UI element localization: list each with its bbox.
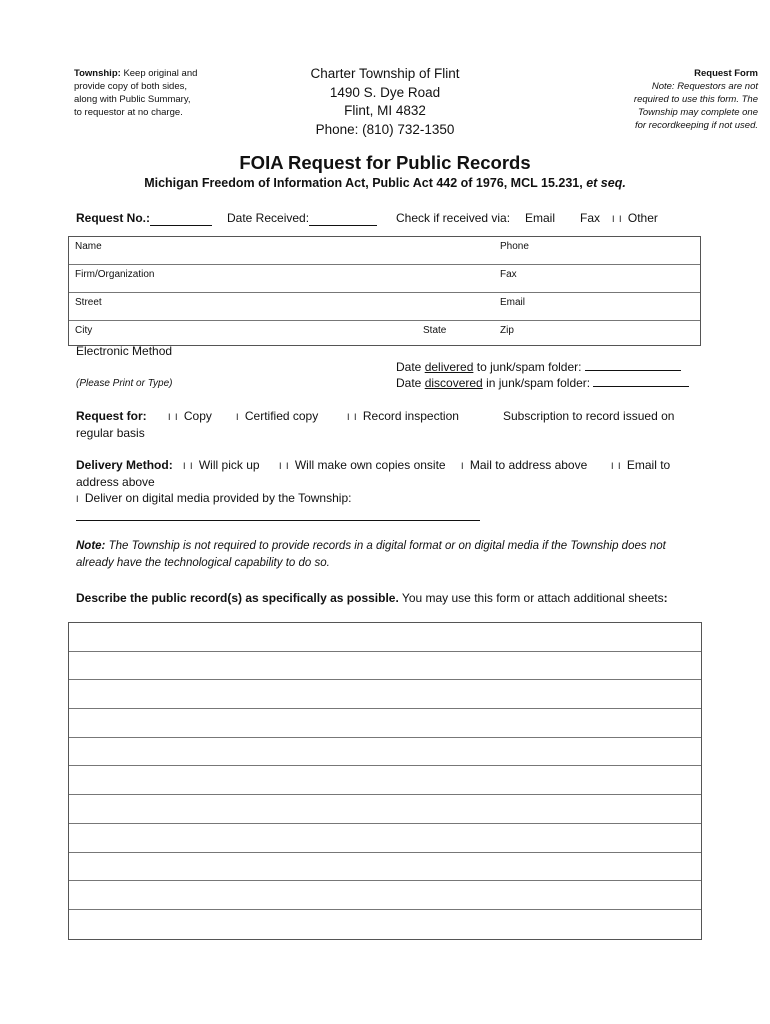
description-line[interactable]	[69, 795, 701, 824]
delivery-digital-option[interactable]	[76, 491, 351, 505]
township-note-line: to requestor at no charge.	[74, 107, 183, 118]
township-note-label: Township:	[74, 68, 121, 79]
date-delivered-suffix: to junk/spam folder:	[476, 360, 582, 374]
date-received-field[interactable]	[309, 225, 377, 226]
township-name: Charter Township of Flint	[310, 66, 460, 81]
delivery-pickup-label: Will pick up	[198, 458, 260, 472]
checkbox-icon: I I	[279, 461, 290, 471]
subtitle-italic: et seq.	[586, 176, 626, 190]
digital-note-line: The Township is not required to provide records in a digital format or on digital media if the Township does not	[108, 540, 666, 552]
checkbox-icon: I I	[612, 214, 623, 224]
township-note-line: Keep original and	[123, 68, 198, 79]
checkbox-icon: I	[76, 494, 80, 504]
description-line[interactable]	[69, 680, 701, 709]
description-line[interactable]	[69, 824, 701, 853]
checkbox-icon: I I	[183, 461, 194, 471]
date-delivered-prefix: Date	[396, 360, 422, 374]
township-city: Flint, MI 4832	[344, 103, 426, 118]
description-line[interactable]	[69, 881, 701, 910]
received-via-fax[interactable]: Fax	[580, 211, 601, 225]
township-note	[74, 67, 197, 119]
request-form-note-line: required to use this form. The	[633, 94, 758, 105]
description-line[interactable]	[69, 766, 701, 795]
delivery-pickup-option[interactable]	[183, 458, 260, 472]
contact-row	[69, 237, 700, 265]
delivery-mail-option[interactable]	[461, 458, 587, 472]
received-via-email[interactable]: Email	[525, 211, 556, 225]
description-line[interactable]	[69, 652, 701, 681]
contact-table	[68, 236, 701, 346]
request-copy-option[interactable]	[168, 409, 212, 423]
request-inspection-label: Record inspection	[362, 409, 459, 423]
digital-note-label: Note:	[76, 540, 106, 552]
request-inspection-option[interactable]	[347, 409, 459, 423]
digital-note	[76, 540, 666, 552]
city-field[interactable]: City	[75, 325, 93, 336]
contact-row	[69, 265, 700, 293]
request-form-note	[634, 67, 758, 132]
delivery-onsite-option[interactable]	[279, 458, 446, 472]
email-field[interactable]: Email	[500, 297, 526, 308]
date-discovered-row	[396, 376, 689, 390]
township-note-line: along with Public Summary,	[74, 94, 191, 105]
description-line[interactable]	[69, 623, 701, 652]
request-certified-option[interactable]	[236, 409, 318, 423]
request-for-label: Request for:	[76, 409, 147, 423]
subtitle-text: Michigan Freedom of Information Act, Public Act 442 of 1976, MCL 15.231,	[144, 176, 583, 190]
description-line[interactable]	[69, 910, 701, 939]
received-via-label: Check if received via:	[396, 211, 511, 225]
date-delivered-row	[396, 360, 681, 374]
contact-row	[69, 293, 700, 321]
request-form-title: Request Form	[694, 68, 758, 79]
digital-note-line: already have the technological capability to do so.	[76, 557, 330, 569]
request-form-note-line: Township may complete one	[637, 107, 758, 118]
checkbox-icon: I I	[611, 461, 622, 471]
firm-field[interactable]: Firm/Organization	[75, 269, 155, 280]
delivery-email-label: Email to	[626, 458, 671, 472]
page-subtitle	[0, 176, 770, 190]
date-discovered-field[interactable]	[593, 386, 689, 387]
checkbox-icon: I I	[168, 412, 179, 422]
checkbox-icon: I I	[347, 412, 358, 422]
delivery-method-label: Delivery Method:	[76, 458, 173, 472]
date-delivered-word: delivered	[424, 360, 474, 374]
delivery-email-cont: address above	[76, 475, 155, 489]
request-certified-label: Certified copy	[244, 409, 319, 423]
describe-bold: Describe the public record(s) as specifically as possible.	[76, 591, 399, 605]
delivery-email-option[interactable]	[611, 458, 670, 472]
township-note-line: provide copy of both sides,	[74, 81, 188, 92]
township-street: 1490 S. Dye Road	[329, 84, 441, 100]
page-title: FOIA Request for Public Records	[239, 152, 531, 173]
description-line[interactable]	[69, 853, 701, 882]
describe-instruction	[76, 591, 668, 605]
electronic-method-label: Electronic Method	[76, 344, 173, 358]
request-no-field[interactable]	[150, 225, 212, 226]
delivery-mail-label: Mail to address above	[469, 458, 588, 472]
description-line[interactable]	[69, 738, 701, 767]
street-field[interactable]: Street	[75, 297, 102, 308]
request-form-note-line: Note: Requestors are not	[651, 81, 758, 92]
state-field[interactable]: State	[423, 325, 447, 336]
date-received-label: Date Received:	[227, 211, 310, 225]
zip-field[interactable]: Zip	[500, 325, 514, 336]
request-subscription-option[interactable]: Subscription to record issued on	[503, 409, 675, 423]
describe-rest: You may use this form or attach additional sheets	[401, 591, 664, 605]
request-subscription-cont: regular basis	[76, 426, 145, 440]
date-discovered-suffix: in junk/spam folder:	[486, 376, 591, 390]
received-via-other-label: Other	[627, 211, 658, 225]
contact-row	[69, 321, 700, 345]
date-delivered-field[interactable]	[585, 370, 681, 371]
print-or-type-note: (Please Print or Type)	[76, 378, 173, 389]
digital-media-field[interactable]	[76, 520, 480, 521]
township-address	[285, 65, 485, 139]
description-table[interactable]	[68, 622, 702, 940]
township-phone: Phone: (810) 732-1350	[315, 121, 455, 137]
checkbox-icon: I	[236, 412, 240, 422]
request-no-label: Request No.:	[76, 211, 151, 225]
received-via-other[interactable]	[612, 211, 658, 225]
checkbox-icon: I	[461, 461, 465, 471]
phone-field[interactable]: Phone	[500, 241, 529, 252]
fax-field[interactable]: Fax	[500, 269, 517, 280]
date-discovered-word: discovered	[424, 376, 483, 390]
description-line[interactable]	[69, 709, 701, 738]
delivery-digital-label: Deliver on digital media provided by the Township:	[84, 491, 352, 505]
request-form-note-line: for recordkeeping if not used.	[634, 120, 758, 131]
describe-colon: :	[663, 591, 668, 605]
date-discovered-prefix: Date	[396, 376, 422, 390]
delivery-onsite-label: Will make own copies onsite	[294, 458, 446, 472]
request-copy-label: Copy	[183, 409, 212, 423]
name-field[interactable]: Name	[75, 241, 102, 252]
